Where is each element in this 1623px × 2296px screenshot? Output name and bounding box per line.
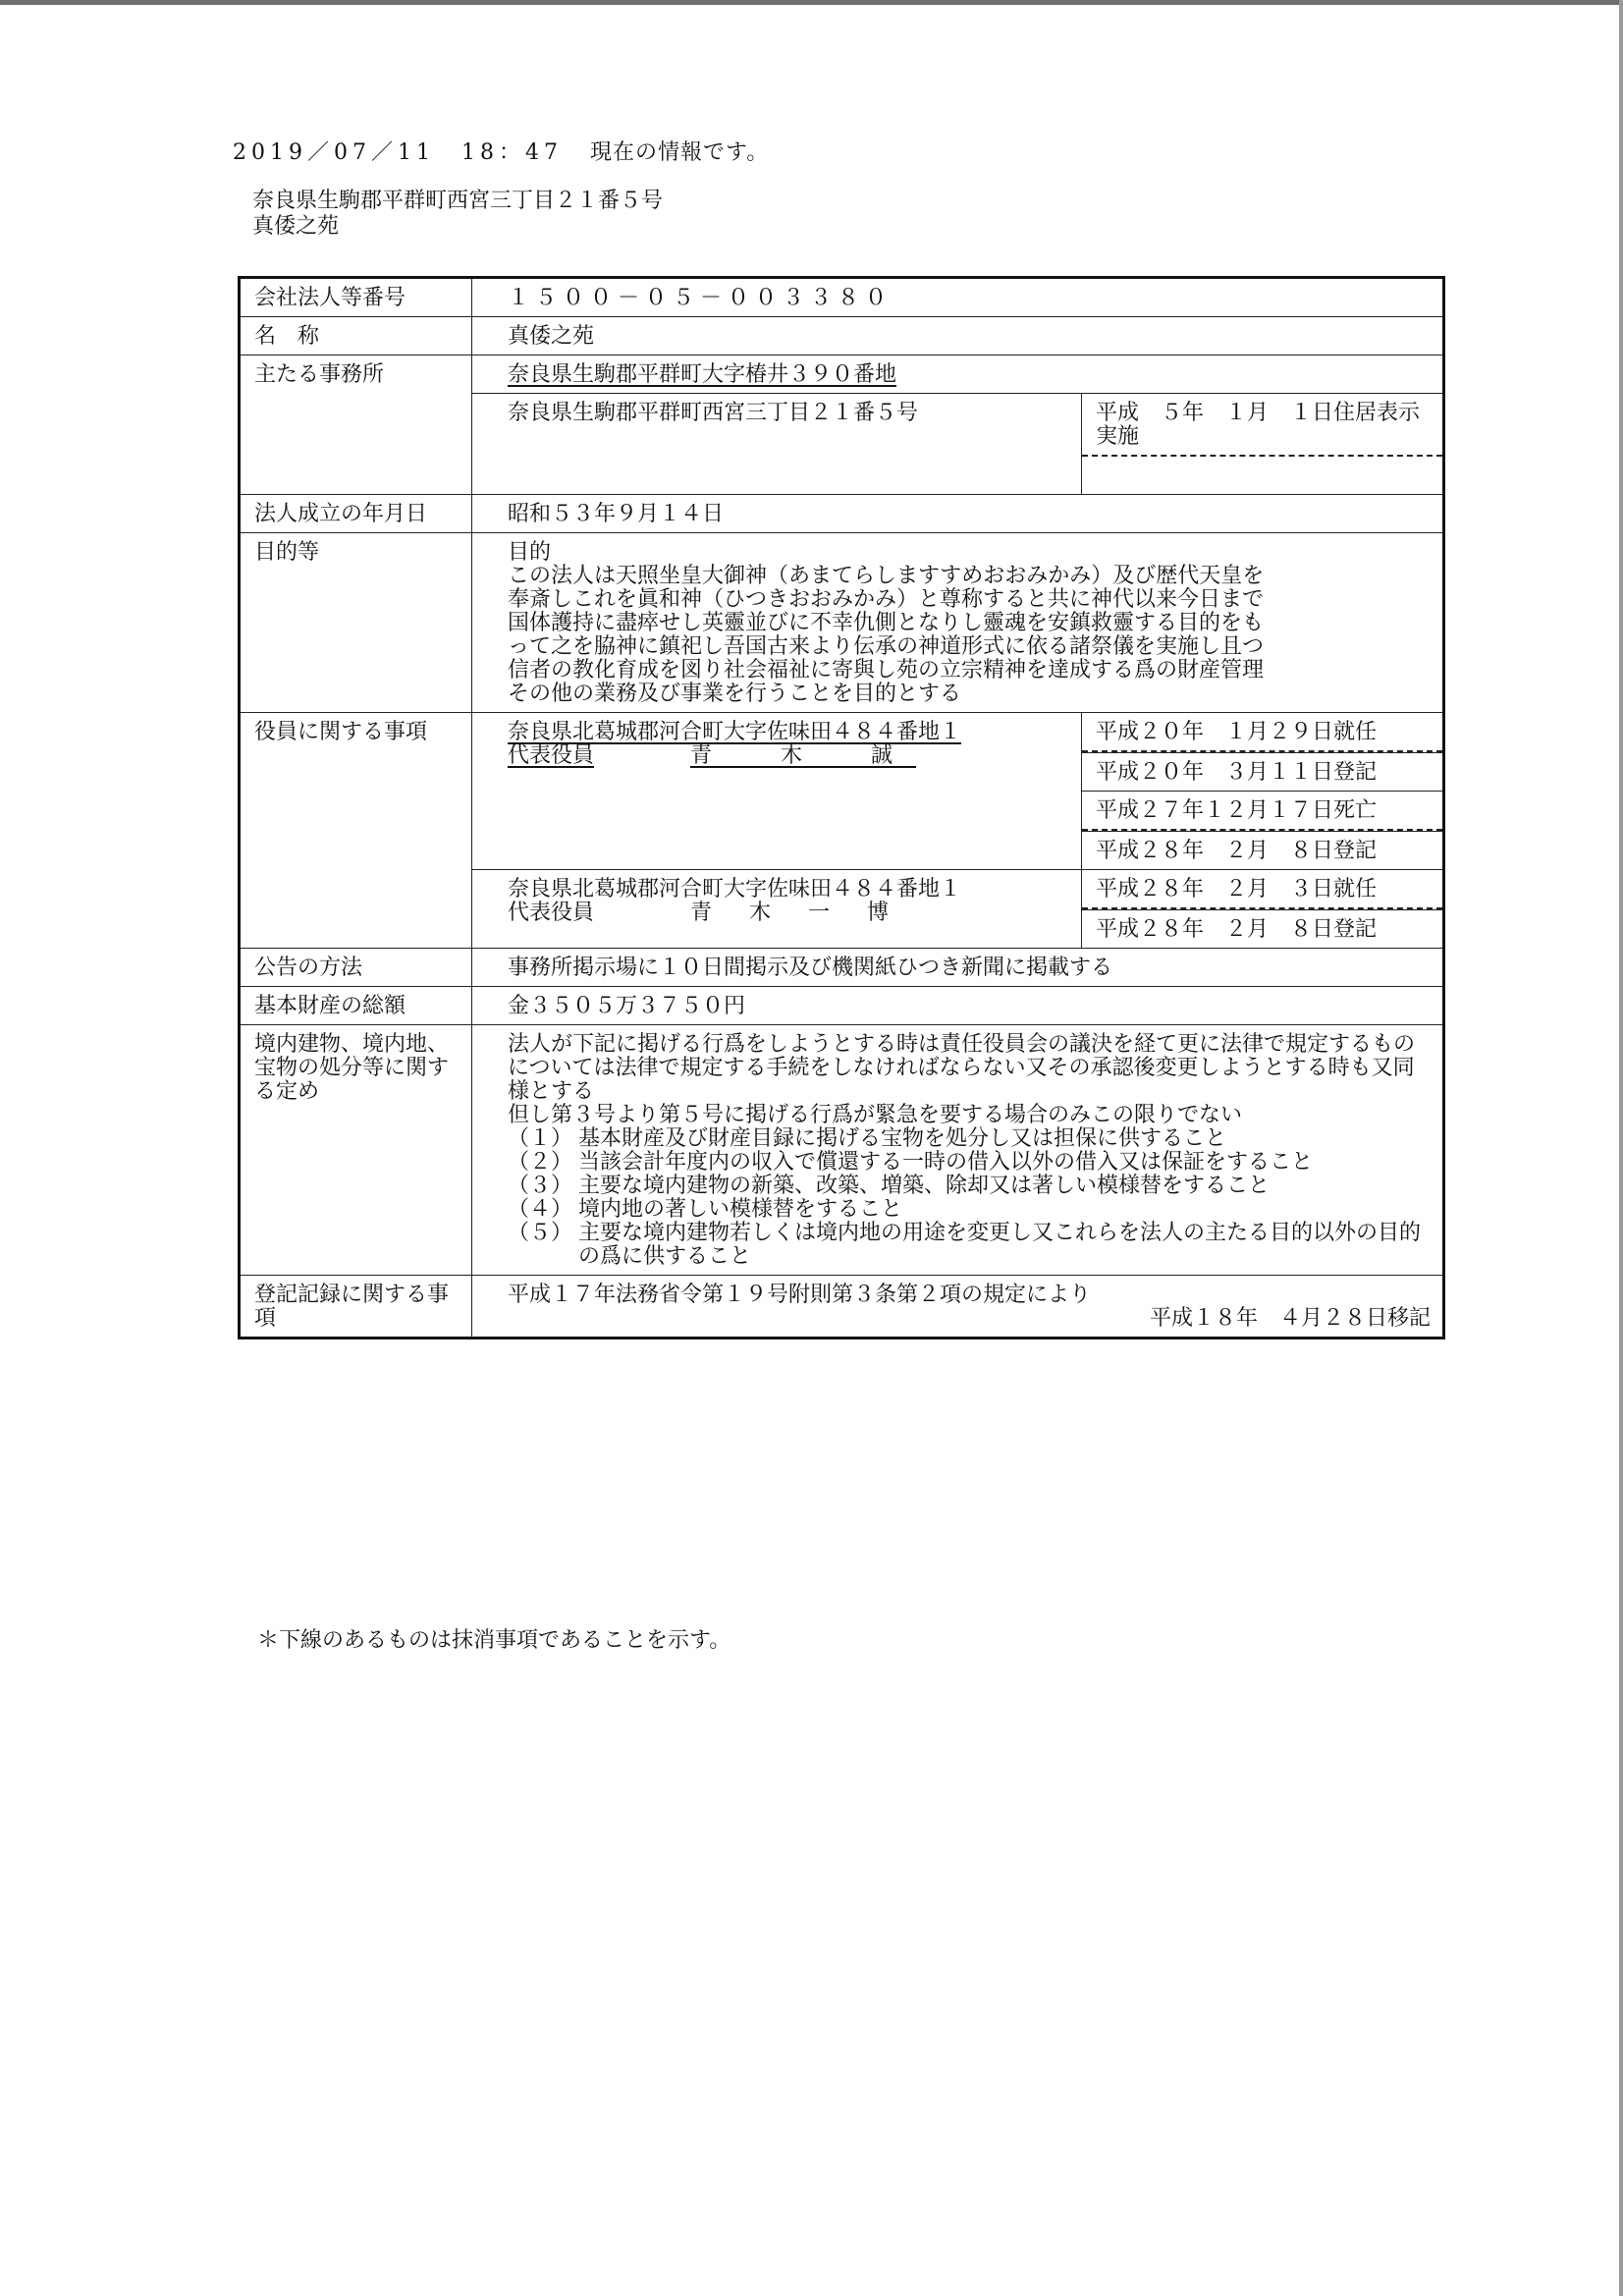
officer-address: 奈良県北葛城郡河合町大字佐味田４８４番地１ (508, 720, 962, 744)
registry-table (238, 276, 1445, 1339)
disposal-proviso: 但し第３号より第５号に掲げる行爲が緊急を要する場合のみこの限りでない (508, 1103, 1243, 1127)
label-purpose: 目的等 (240, 533, 472, 713)
item-number: （５） (508, 1221, 573, 1245)
value-notice: 事務所掲示場に１０日間掲示及び機関紙ひつき新聞に掲載する (472, 949, 1444, 987)
list-item (508, 1198, 1431, 1222)
officer-entry (472, 713, 1442, 869)
officer-person: 青 木 一 博 (690, 901, 897, 925)
value-assets: 金３５０５万３７５０円 (472, 987, 1444, 1025)
item-text: 当該会計年度内の収入で償還する一時の借入以外の借入又は保証をすること (578, 1150, 1314, 1175)
value-name: 真倭之苑 (472, 317, 1444, 355)
row-assets (240, 987, 1444, 1025)
officer-role-line (508, 902, 1069, 925)
disposal-text (472, 1025, 1444, 1276)
label-established: 法人成立の年月日 (240, 495, 472, 533)
officer-date: 平成２８年 ２月 ３日就任 (1082, 870, 1442, 909)
status-text: 現在の情報です。 (589, 140, 770, 165)
row-officers (240, 713, 1444, 949)
officer-person: 青 木 誠 (690, 743, 917, 768)
item-text: 主要な境内建物の新築、改築、増築、除却又は著しい模様替をすること (578, 1174, 1271, 1198)
item-text: 境内地の著しい模様替をすること (578, 1197, 903, 1222)
item-number: （２） (508, 1150, 573, 1175)
value-established: 昭和５３年９月１４日 (472, 495, 1444, 533)
record-line: 平成１７年法務省令第１９号附則第３条第２項の規定により (508, 1283, 1092, 1307)
office-current-address: 奈良県生駒郡平群町西宮三丁目２１番５号 (508, 401, 919, 425)
purpose-line: 奉斎しこれを眞和神（ひつきおおみかみ）と尊称すると共に神代以来今日まで (508, 587, 1265, 612)
purpose-line: その他の業務及び事業を行うことを目的とする (508, 682, 962, 706)
recipient-address: 奈良県生駒郡平群町西宮三丁目２１番５号 (252, 189, 664, 213)
row-name (240, 317, 1444, 355)
office-change-note: 平成 ５年 １月 １日住居表示実施 (1082, 394, 1442, 457)
label-name: 名 称 (240, 317, 472, 355)
row-notice (240, 949, 1444, 987)
label-assets: 基本財産の総額 (240, 987, 472, 1025)
purpose-line: 国体護持に盡瘁せし英靈並びに不幸仇側となりし靈魂を安鎮救靈する目的をも (508, 611, 1265, 635)
purpose-heading: 目的 (508, 540, 552, 565)
purpose-text (472, 533, 1444, 713)
disposal-intro: 法人が下記に掲げる行爲をしようとする時は責任役員会の議決を経て更に法律で規定するものについては法律で規定する手続をしなければならない又その承認後変更しようとする時も又同様とする (508, 1032, 1416, 1104)
officer-date: 平成２０年 １月２９日就任 (1082, 713, 1442, 752)
office-old (472, 355, 1442, 393)
officer-date: 平成２７年１２月１７日死亡 (1082, 791, 1442, 831)
officer-address: 奈良県北葛城郡河合町大字佐味田４８４番地１ (508, 877, 962, 902)
timestamp-line (233, 136, 769, 166)
office-current (472, 393, 1442, 494)
purpose-line: って之を脇神に鎮祀し吾国古来より伝承の神道形式に依る諸祭儀を実施し且つ (508, 634, 1265, 659)
scan-edge-top (0, 0, 1623, 5)
row-office (240, 355, 1444, 495)
row-disposal (240, 1025, 1444, 1276)
item-number: （３） (508, 1174, 573, 1198)
officer-date: 平成２０年 ３月１１日登記 (1082, 752, 1442, 791)
scan-edge-right (1619, 0, 1623, 2296)
label-office: 主たる事務所 (240, 355, 472, 495)
row-established (240, 495, 1444, 533)
footnote: ＊下線のあるものは抹消事項であることを示す。 (257, 1628, 731, 1653)
officer-entry (472, 869, 1442, 948)
purpose-line: この法人は天照坐皇大御神（あまてらしますすめおおみかみ）及び歴代天皇を (508, 564, 1265, 588)
record-date: 平成１８年 ４月２８日移記 (1149, 1306, 1431, 1331)
label-disposal: 境内建物、境内地、宝物の処分等に関する定め (240, 1025, 472, 1276)
recipient-block (252, 189, 663, 240)
list-item (508, 1175, 1431, 1198)
officer-role: 代表役員 (508, 743, 595, 768)
label-officers: 役員に関する事項 (240, 713, 472, 949)
timestamp: 2019／07／11 18：47 (233, 140, 563, 165)
officer-role-line (508, 744, 1069, 768)
item-text: 基本財産及び財産目録に掲げる宝物を処分し又は担保に供すること (578, 1126, 1227, 1151)
office-old-address: 奈良県生駒郡平群町大字椿井３９０番地 (508, 362, 897, 387)
list-item (508, 1127, 1431, 1151)
value-corp-number: １５００－０５－００３３８０ (472, 278, 1444, 317)
row-purpose (240, 533, 1444, 713)
label-record: 登記記録に関する事項 (240, 1276, 472, 1339)
list-item (508, 1151, 1431, 1175)
officer-role: 代表役員 (508, 901, 595, 925)
officer-date: 平成２８年 ２月 ８日登記 (1082, 909, 1442, 948)
row-record (240, 1276, 1444, 1339)
item-number: （１） (508, 1126, 573, 1151)
item-text: 主要な境内建物若しくは境内地の用途を変更し又これらを法人の主たる目的以外の目的の爲に供すること (578, 1221, 1422, 1269)
label-corp-number: 会社法人等番号 (240, 278, 472, 317)
record-text (472, 1276, 1444, 1339)
recipient-name: 真倭之苑 (252, 214, 340, 239)
item-number: （４） (508, 1197, 573, 1222)
officer-date: 平成２８年 ２月 ８日登記 (1082, 831, 1442, 869)
label-notice: 公告の方法 (240, 949, 472, 987)
list-item (508, 1222, 1431, 1269)
purpose-line: 信者の教化育成を図り社会福祉に寄與し苑の立宗精神を達成する爲の財産管理 (508, 658, 1265, 683)
row-corp-number (240, 278, 1444, 317)
